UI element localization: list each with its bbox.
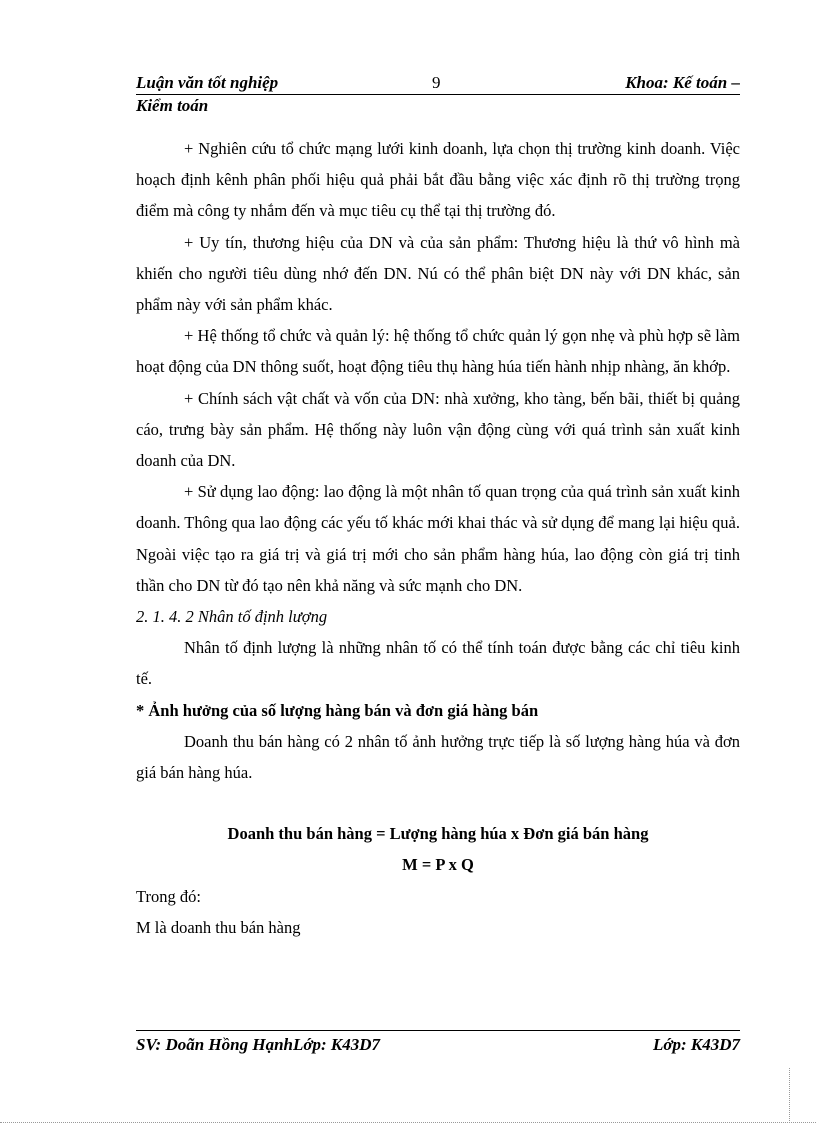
text-m-definition: M là doanh thu bán hàng [136,917,301,937]
paragraph-distribution-network: + Nghiên cứu tổ chức mạng lưới kinh doanh, lựa chọn thị trường kinh doanh. Việc hoạch định kênh phân phối hiệu quả phải bắt đầu bằng việc xác định rõ thị trường trọng điểm mà công ty nhắm đến và mục tiêu cụ thể tại thị trường đó. [136,139,740,221]
formula-revenue-words: Doanh thu bán hàng = Lượng hàng húa x Đơn giá bán hàng [227,824,649,844]
paragraph-brand-reputation: + Uy tín, thương hiệu của DN và của sản phẩm: Thương hiệu là thứ vô hình mà khiến cho người tiêu dùng nhớ đến DN. Nú có thể phân biệt DN này với DN khác, sản phẩm này với sản phẩm khác. [136,232,740,315]
subheading-quantitative-factors: 2. 1. 4. 2 Nhân tố định lượng [136,607,328,627]
formula-revenue-symbols: M = P x Q [402,855,474,875]
text-where: Trong đó: [136,886,201,906]
header-faculty: Khoa: Kế toán – [625,73,740,92]
paragraph-material-capital: + Chính sách vật chất và vốn của DN: nhà xưởng, kho tàng, bến bãi, thiết bị quảng cáo, trưng bày sản phẩm. Hệ thống này luôn vận động cùng với quá trình sản xuất kinh doanh của DN. [136,388,740,471]
header-faculty-continued: Kiểm toán [136,96,209,115]
spacer [136,788,740,818]
page-footer [136,1030,740,1057]
page-margin-guide-vertical [789,1068,790,1123]
header-page-number: 9 [432,73,441,92]
heading-quantity-price-impact: * Ảnh hưởng của số lượng hàng bán và đơn giá hàng bán [136,700,539,720]
footer-student-info: SV: Doãn Hồng HạnhLớp: K43D7 [136,1035,381,1054]
page-header [136,72,740,117]
paragraph-organization-management: + Hệ thống tổ chức và quản lý: hệ thống tổ chức quản lý gọn nhẹ và phù hợp sẽ làm hoạt động của DN thông suốt, hoạt động tiêu thụ hàng húa tiến hành nhịp nhàng, ăn khớp. [136,326,740,377]
header-thesis-title: Luận văn tốt nghiệp [136,73,279,92]
footer-class: Lớp: K43D7 [652,1035,740,1054]
paragraph-labor-usage: + Sử dụng lao động: lao động là một nhân tố quan trọng của quá trình sản xuất kinh doanh. Thông qua lao động các yếu tố khác mới khai thác và sử dụng để mang lại hiệu quả. Ngoài việc tạo ra giá trị và giá trị mới cho sản phẩm hàng húa, lao động còn giá trị tinh thần cho DN từ đó tạo nên khả năng và sức mạnh cho DN. [136,482,740,595]
paragraph-revenue-factors: Doanh thu bán hàng có 2 nhân tố ảnh hưởng trực tiếp là số lượng hàng húa và đơn giá bán hàng húa. [136,731,740,783]
paragraph-quantitative-definition: Nhân tố định lượng là những nhân tố có thể tính toán được bằng các chỉ tiêu kinh tế. [136,638,740,689]
page-body [136,133,740,943]
